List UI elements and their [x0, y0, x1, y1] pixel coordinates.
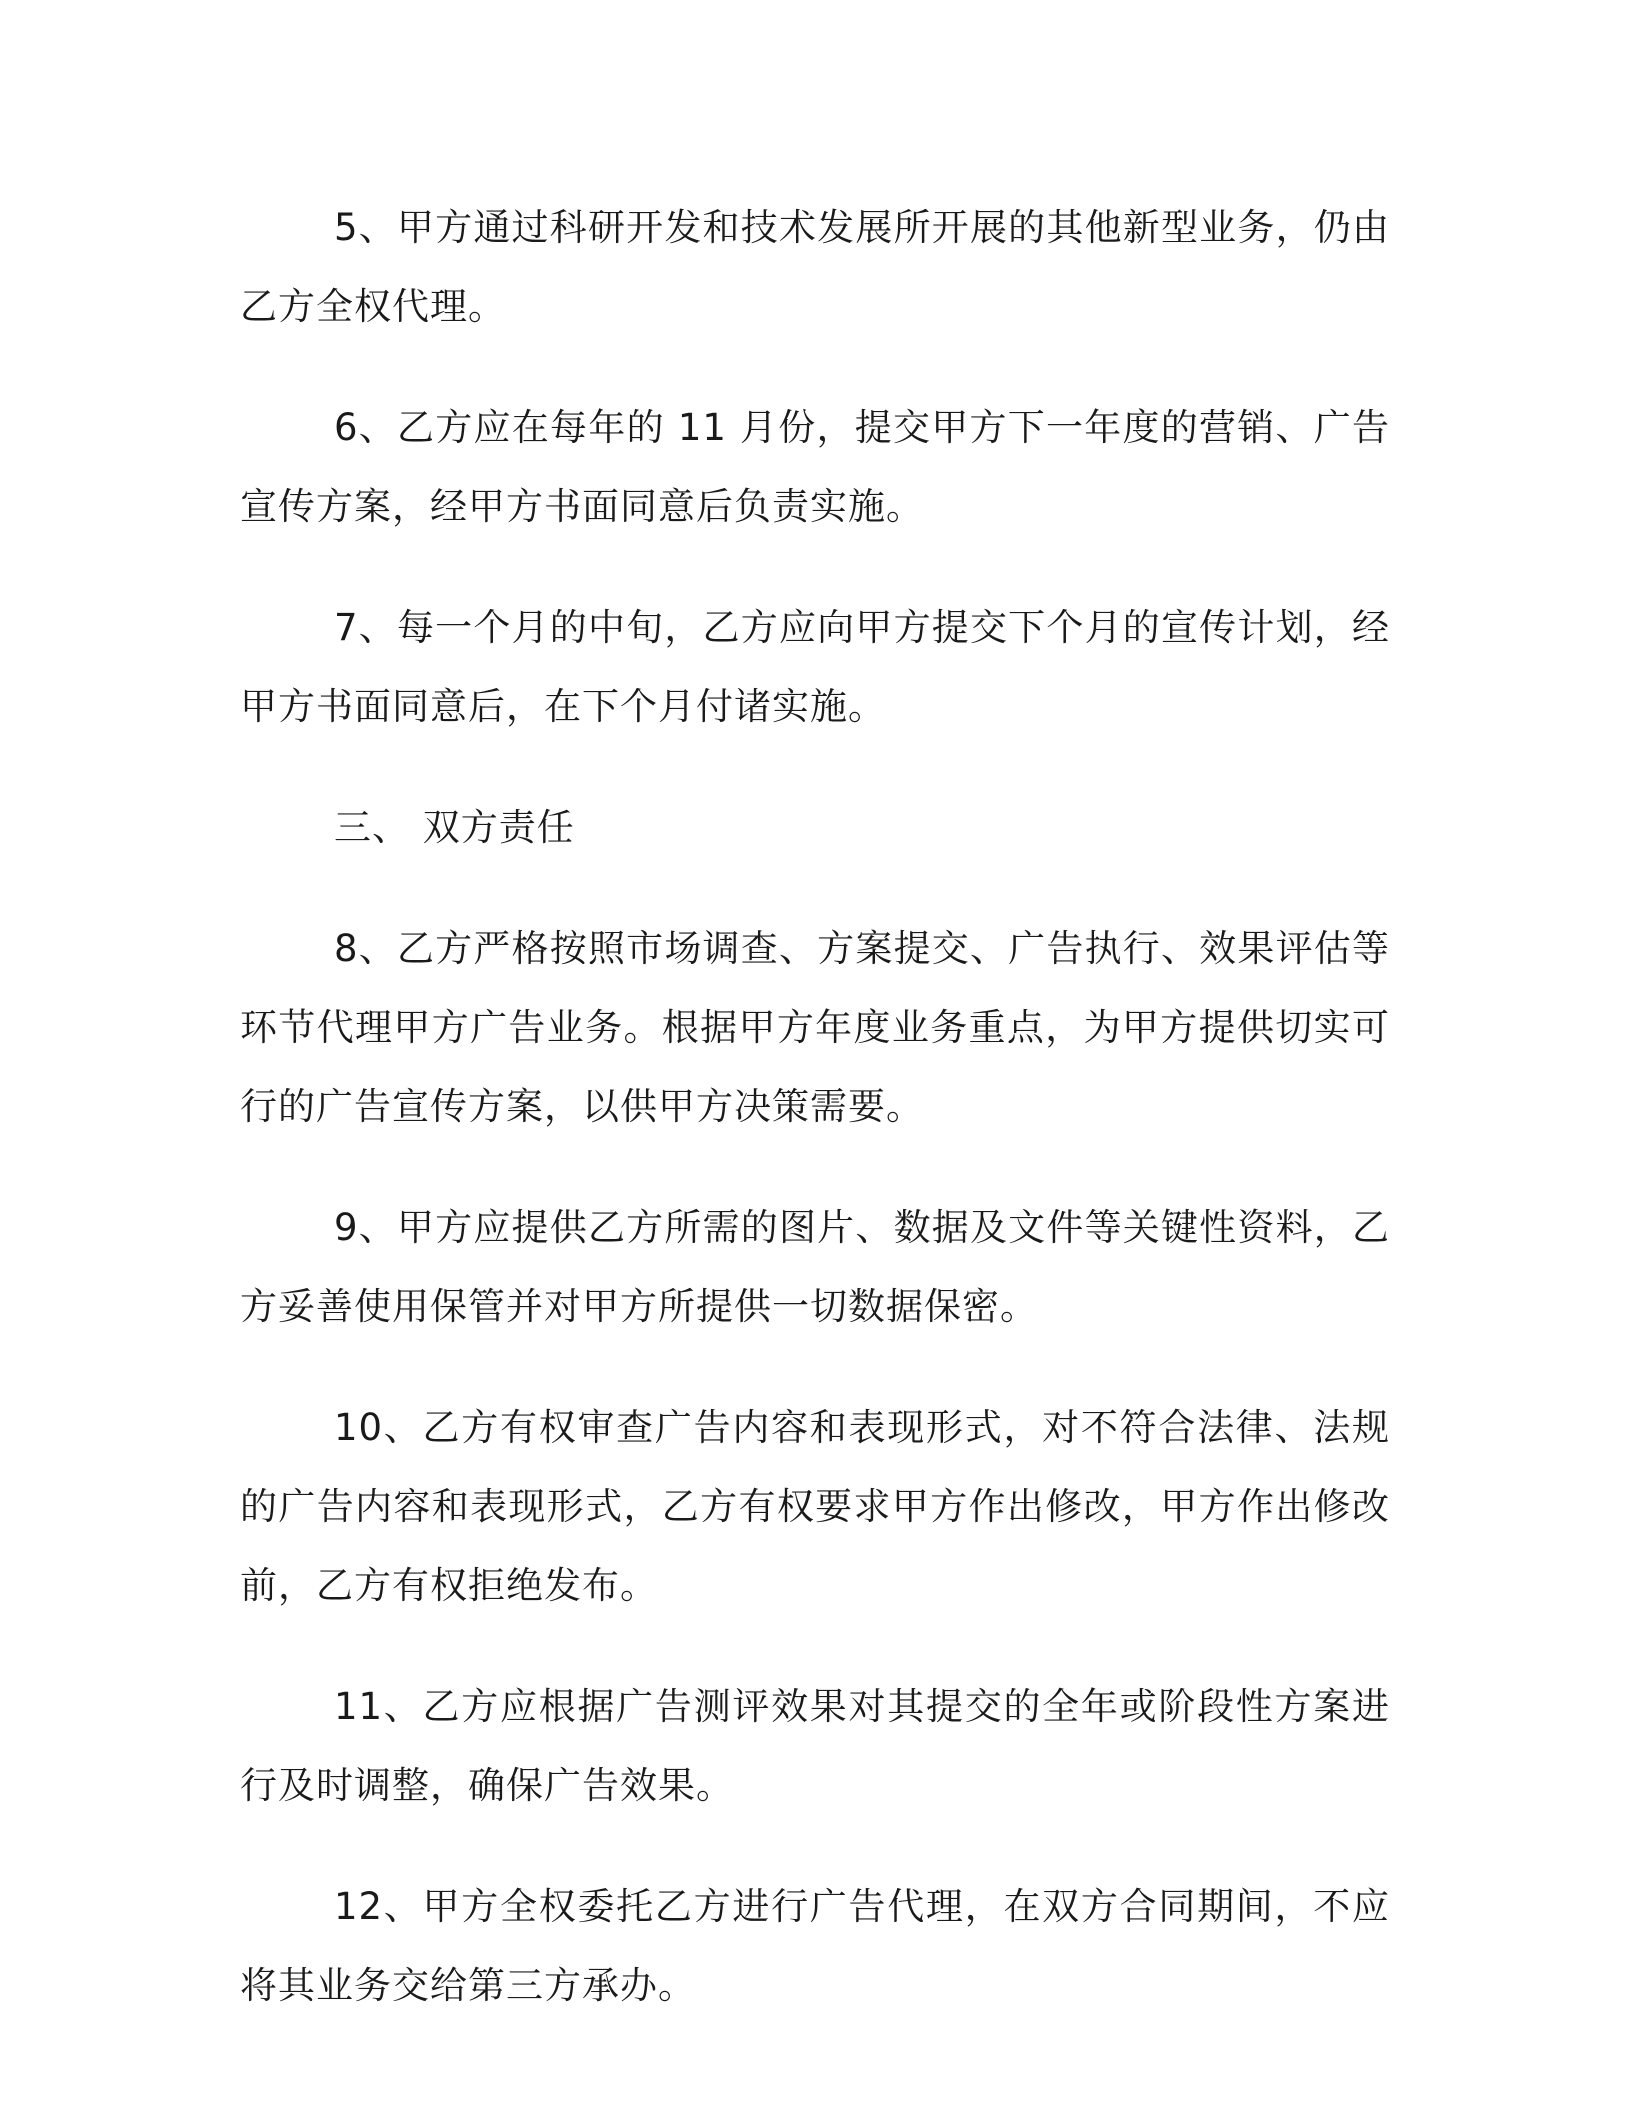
- clause-5-paragraph: 5、甲方通过科研开发和技术发展所开展的其他新型业务，仍由乙方全权代理。: [240, 206, 1390, 328]
- document-body: [240, 188, 1390, 2067]
- clause-8-paragraph: 8、乙方严格按照市场调查、方案提交、广告执行、效果评估等环节代理甲方广告业务。根据甲方年度业务重点，为甲方提供切实可行的广告宣传方案，以供甲方决策需要。: [240, 927, 1390, 1128]
- section-heading-mutual-responsibilities: 三、 双方责任: [334, 806, 575, 849]
- clause-10-paragraph: 10、乙方有权审查广告内容和表现形式，对不符合法律、法规的广告内容和表现形式，乙方有权要求甲方作出修改，甲方作出修改前，乙方有权拒绝发布。: [240, 1406, 1390, 1607]
- clause-11-paragraph: 11、乙方应根据广告测评效果对其提交的全年或阶段性方案进行及时调整，确保广告效果。: [240, 1685, 1390, 1807]
- clause-9-paragraph: 9、甲方应提供乙方所需的图片、数据及文件等关键性资料，乙方妥善使用保管并对甲方所提供一切数据保密。: [240, 1206, 1390, 1328]
- clause-6-paragraph: 6、乙方应在每年的 11 月份，提交甲方下一年度的营销、广告宣传方案，经甲方书面同意后负责实施。: [240, 406, 1390, 528]
- clause-7-paragraph: 7、每一个月的中旬，乙方应向甲方提交下个月的宣传计划，经甲方书面同意后，在下个月付诸实施。: [240, 606, 1390, 728]
- clause-12-paragraph: 12、甲方全权委托乙方进行广告代理，在双方合同期间，不应将其业务交给第三方承办。: [240, 1885, 1390, 2007]
